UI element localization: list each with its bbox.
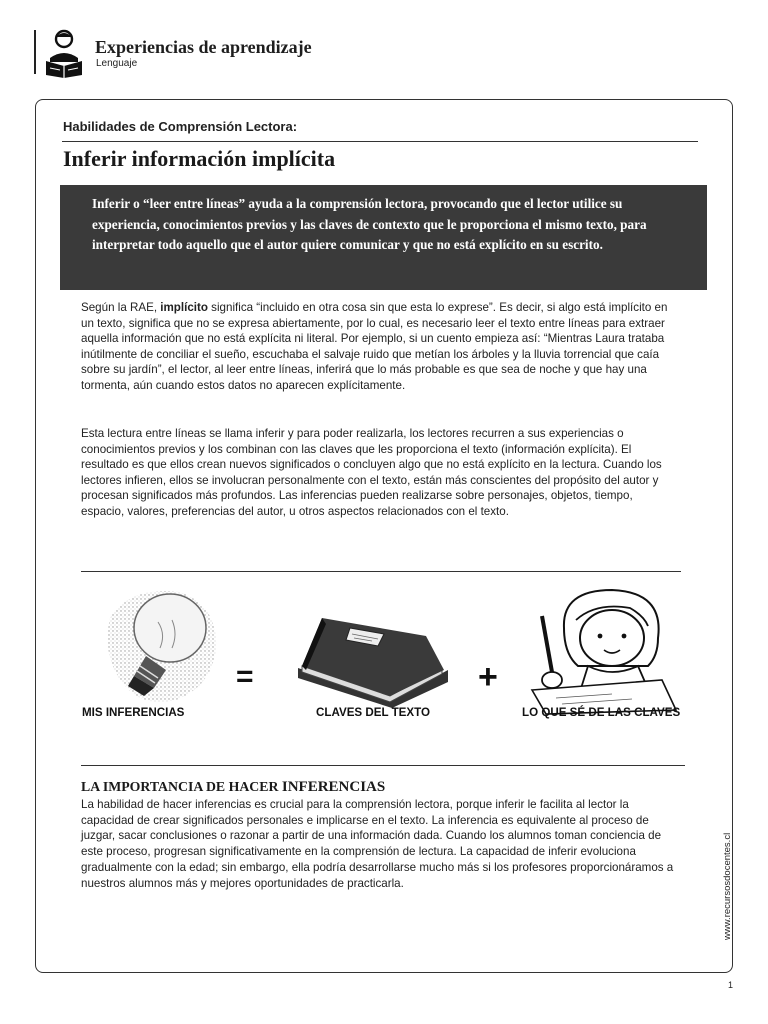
paragraph-inferir: Esta lectura entre líneas se llama inferir y para poder realizarla, los lectores recurren a sus experiencias o conocimientos previos y los combinan con las claves que les proporciona el texto (información explícita). El resultado es que ellos crean nuevos significados o concluyen algo que no está explícito en la lectura. Cuando los lectores infieren, ellos se involucran personalmente con el texto, están más conscientes del propósito del autor y procesan significados más profundos. Las inferencias pueden realizarse sobre personajes, objetos, tiempo, espacio, valores, preferencias del autor, u otros aspectos relacionados con el texto. [81, 427, 662, 518]
header-divider [34, 30, 36, 74]
reader-icon [40, 28, 88, 78]
side-url: www.recursosdocentes.cl [722, 832, 733, 940]
plus-sign: + [478, 658, 498, 696]
keyword-implicito: implícito [160, 301, 208, 314]
lightbulb-icon [100, 578, 230, 708]
paragraph-text: Según la RAE, [81, 301, 161, 314]
caption-claves-del-texto: CLAVES DEL TEXTO [316, 706, 431, 719]
header-subtitle: Lenguaje [96, 58, 138, 69]
equals-sign: = [236, 660, 254, 693]
paragraph-text: significa “incluido en otra cosa sin que esta lo exprese”. Es decir, si algo está implícito en un texto, significa que no se expresa abiertamente, por lo cual, es necesario leer el texto entre líneas para extraer aquella información que no está explícita ni literal. Por ejemplo, si un cuento empieza así: “Mientras Laura trataba inútilmente de conciliar el sueño, escuchaba el salvaje ruido que metían los árboles y la lluvia torrencial que caía sobre su jardín”, el lector, al leer entre líneas, inferirá que lo más probable es que sea de noche y que hay una tormenta, aún cuando estos datos no aparecen explícitamente. [81, 301, 668, 392]
book-icon [292, 608, 452, 708]
subtitle-part: INFERENCIAS [281, 779, 386, 795]
header-title: Experiencias de aprendizaje [95, 37, 312, 57]
section-divider [62, 141, 698, 142]
intro-text: Inferir o “leer entre líneas” ayuda a la comprensión lectora, provocando que el lector utilice su experiencia, conocimientos previos y las claves de contexto que le proporciona el mismo texto, para interpretar todo aquello que el autor quiere comunicar y que no está explícito en su escrito. [92, 196, 647, 252]
intro-box [60, 185, 707, 290]
subtitle-part: LA IMPORTANCIA DE HACER [81, 779, 282, 794]
caption-mis-inferencias: MIS INFERENCIAS [82, 706, 185, 719]
section-label: Habilidades de Comprensión Lectora: [63, 119, 298, 134]
page-title: Inferir información implícita [63, 146, 336, 171]
paragraph-definition [81, 300, 677, 393]
caption-lo-que-se: LO QUE SÉ DE LAS CLAVES [522, 706, 681, 719]
girl-writing-icon [512, 586, 682, 716]
page-number: 1 [728, 980, 734, 990]
subtitle-importancia [81, 779, 385, 796]
divider [81, 765, 685, 766]
paragraph-importancia: La habilidad de hacer inferencias es crucial para la comprensión lectora, porque inferir le facilita al lector la capacidad de crear significados personales e implicarse en el texto. La inferencia es equivalente al proceso de juzgar, sacar conclusiones o razonar a partir de una información dada. Cuando los alumnos toman conciencia de este proceso, progresan significativamente en la comprensión de lectura. La capacidad de inferir evoluciona gradualmente con la edad; sin embargo, ella podría desarrollarse mucho más si los profesores proporcionáramos a nuestros alumnos más y mejores oportunidades de practicarla. [81, 798, 674, 890]
divider [81, 571, 681, 572]
